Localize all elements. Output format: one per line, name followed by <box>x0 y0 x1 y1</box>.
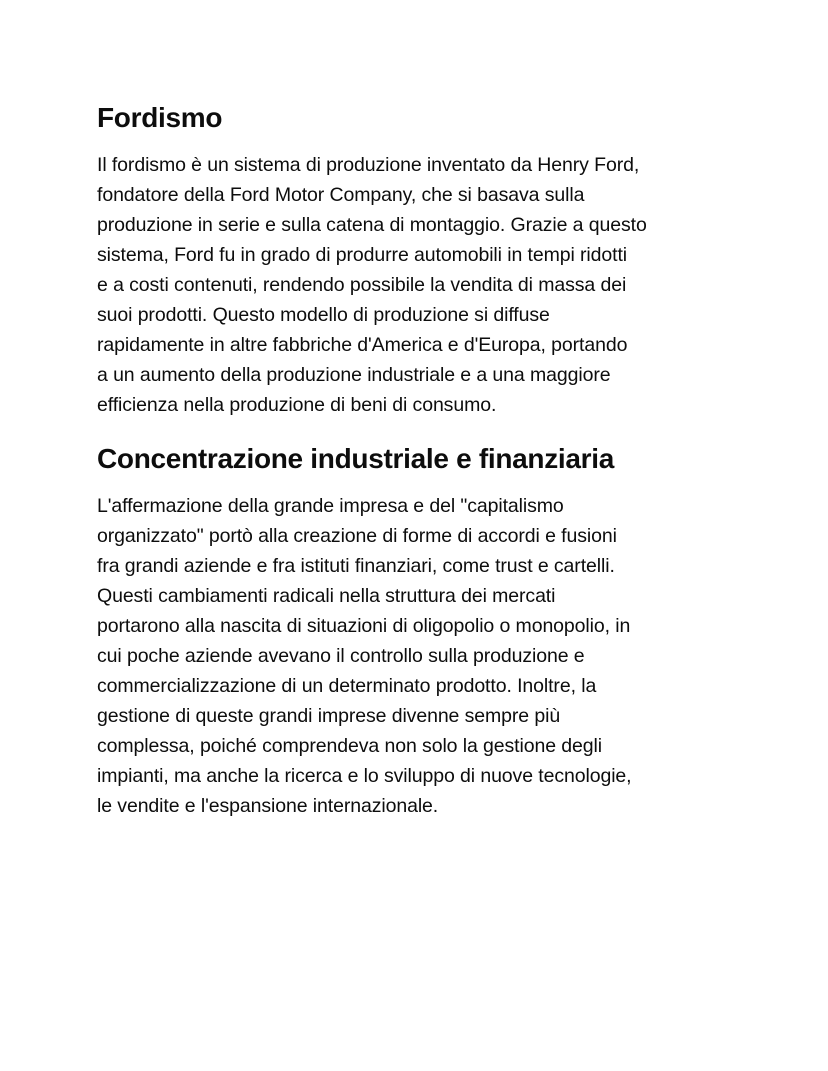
paragraph-line: fra grandi aziende e fra istituti finanziari, come trust e cartelli. <box>97 555 615 577</box>
section-fordismo <box>97 97 747 420</box>
section-heading: Fordismo <box>97 102 223 133</box>
paragraph-line: le vendite e l'espansione internazionale. <box>97 795 439 817</box>
section-concentrazione <box>97 438 747 821</box>
paragraph-line: organizzato" portò alla creazione di forme di accordi e fusioni <box>97 525 617 547</box>
paragraph-line: complessa, poiché comprendeva non solo la gestione degli <box>97 735 602 757</box>
paragraph-line: fondatore della Ford Motor Company, che si basava sulla <box>97 184 585 206</box>
paragraph-line: efficienza nella produzione di beni di consumo. <box>97 394 497 416</box>
paragraph-line: produzione in serie e sulla catena di montaggio. Grazie a questo <box>97 214 647 236</box>
document-page <box>97 97 747 821</box>
section-paragraph <box>97 150 747 420</box>
paragraph-line: portarono alla nascita di situazioni di oligopolio o monopolio, in <box>97 615 631 637</box>
paragraph-line: Questi cambiamenti radicali nella struttura dei mercati <box>97 585 556 607</box>
paragraph-line: commercializzazione di un determinato prodotto. Inoltre, la <box>97 675 597 697</box>
paragraph-line: a un aumento della produzione industriale e a una maggiore <box>97 364 611 386</box>
paragraph-line: gestione di queste grandi imprese divenne sempre più <box>97 705 561 727</box>
paragraph-line: rapidamente in altre fabbriche d'America e d'Europa, portando <box>97 334 628 356</box>
paragraph-line: sistema, Ford fu in grado di produrre automobili in tempi ridotti <box>97 244 627 266</box>
paragraph-line: suoi prodotti. Questo modello di produzione si diffuse <box>97 304 550 326</box>
paragraph-line: L'affermazione della grande impresa e del "capitalismo <box>97 495 564 517</box>
paragraph-line: cui poche aziende avevano il controllo sulla produzione e <box>97 645 585 667</box>
paragraph-line: Il fordismo è un sistema di produzione inventato da Henry Ford, <box>97 154 640 176</box>
paragraph-line: e a costi contenuti, rendendo possibile la vendita di massa dei <box>97 274 627 296</box>
section-heading: Concentrazione industriale e finanziaria <box>97 443 615 474</box>
section-paragraph <box>97 491 747 821</box>
paragraph-line: impianti, ma anche la ricerca e lo sviluppo di nuove tecnologie, <box>97 765 632 787</box>
